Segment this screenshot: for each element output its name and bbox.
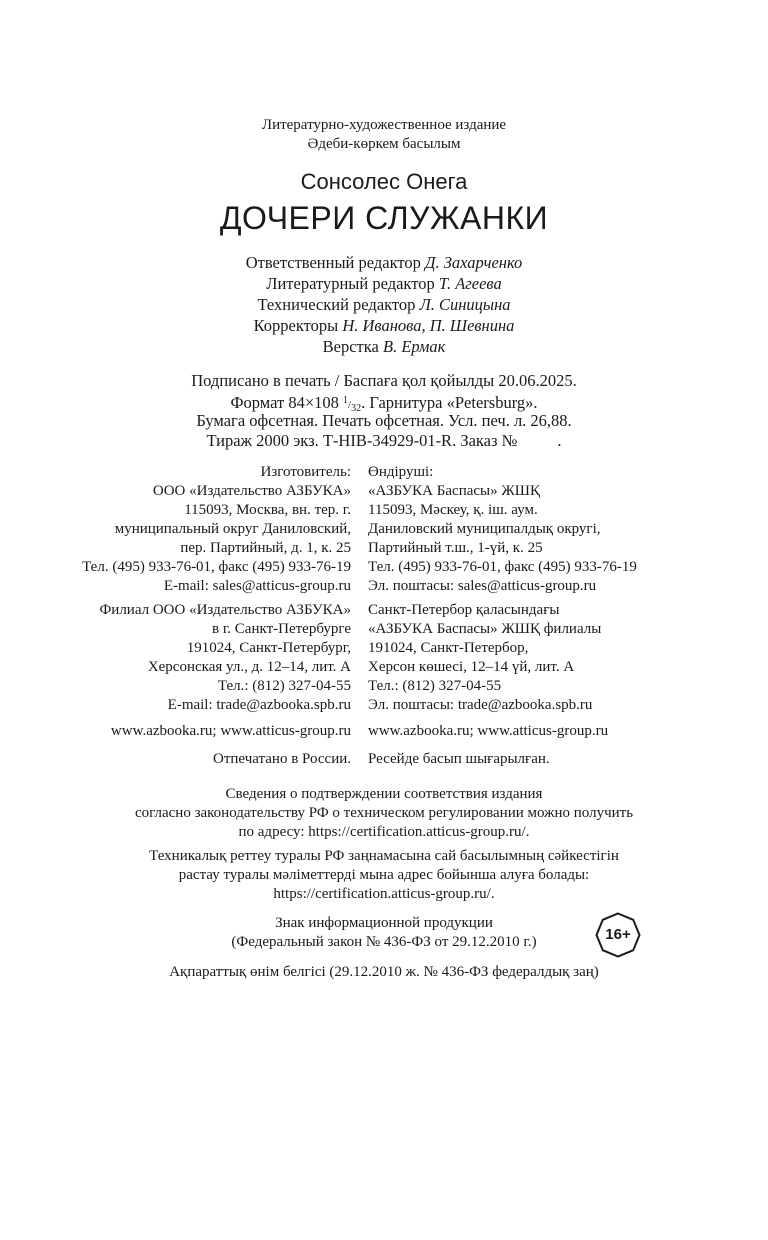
credit-line bbox=[0, 315, 768, 336]
credit-line bbox=[0, 336, 768, 357]
print-paper: Бумага офсетная. Печать офсетная. Усл. печ. л. 26,88. bbox=[196, 411, 572, 430]
print-run-text: Тираж 2000 экз. Т-НІВ-34929-01-R. Заказ № bbox=[206, 431, 518, 450]
websites-kz: www.azbooka.ru; www.atticus-group.ru bbox=[368, 723, 609, 739]
branch-line: Херсон көшесі, 12–14 үй, лит. А bbox=[368, 659, 575, 675]
manufacturer-line: Партийный т.ш., 1-үй, к. 25 bbox=[368, 540, 543, 556]
branch-line: 191024, Санкт-Петербор, bbox=[368, 640, 529, 656]
certification-line: Сведения о подтверждении соответствия издания bbox=[225, 786, 543, 802]
manufacturer-line: Тел. (495) 933-76-01, факс (495) 933-76-19 bbox=[82, 559, 351, 575]
manufacturer-line: Эл. поштасы: sales@atticus-group.ru bbox=[368, 578, 597, 594]
edition-type-kz: Әдеби-көркем басылым bbox=[307, 136, 461, 152]
branch-line: Херсонская ул., д. 12–14, лит. А bbox=[147, 659, 351, 675]
age-rating-badge bbox=[595, 912, 641, 958]
branch-line: E-mail: trade@azbooka.spb.ru bbox=[167, 697, 351, 713]
author-name: Сонсолес Онега bbox=[300, 169, 468, 194]
certification-line: Техникалық реттеу туралы РФ заңнамасына сай басылымның сәйкестігін bbox=[149, 848, 619, 864]
format-denominator: 32 bbox=[351, 403, 362, 414]
format-prefix: Формат 84×108 bbox=[230, 393, 339, 412]
manufacturer-line: 115093, Москва, вн. тер. г. bbox=[184, 502, 351, 518]
edition-type-ru: Литературно-художественное издание bbox=[261, 117, 507, 133]
format-suffix: . Гарнитура «Petersburg». bbox=[361, 393, 538, 412]
manufacturer-line: ООО «Издательство АЗБУКА» bbox=[152, 483, 351, 499]
branch-line: Эл. поштасы: trade@azbooka.spb.ru bbox=[368, 697, 593, 713]
manufacturer-line: E-mail: sales@atticus-group.ru bbox=[163, 578, 351, 594]
certification-line: https://certification.atticus-group.ru/. bbox=[273, 886, 495, 902]
credit-line bbox=[0, 294, 768, 315]
manufacturer-line: муниципальный округ Даниловский, bbox=[114, 521, 351, 537]
credit-role: Корректоры bbox=[253, 316, 339, 335]
branch-line: Тел.: (812) 327-04-55 bbox=[217, 678, 351, 694]
book-title: ДОЧЕРИ СЛУЖАНКИ bbox=[219, 200, 549, 236]
manufacturer-kz bbox=[368, 463, 637, 596]
printed-in-kz: Ресейде басып шығарылған. bbox=[368, 751, 550, 767]
manufacturer-line: «АЗБУКА Баспасы» ЖШҚ bbox=[368, 483, 540, 499]
info-sign-title: Знак информационной продукции bbox=[275, 915, 493, 931]
credit-line bbox=[0, 252, 768, 273]
branch-ru bbox=[99, 601, 351, 715]
credit-line bbox=[0, 273, 768, 294]
certification-line: растау туралы мәліметтерді мына адрес бойынша алуға болады: bbox=[178, 867, 590, 883]
info-sign-law: (Федеральный закон № 436-ФЗ от 29.12.2010 г.) bbox=[231, 934, 537, 950]
branch-line: Санкт-Петербор қаласындағы bbox=[368, 602, 560, 618]
manufacturer-line: Изготовитель: bbox=[260, 464, 351, 480]
credit-name: Н. Иванова, П. Шевнина bbox=[342, 316, 515, 335]
certification-line: по адресу: https://certification.atticus-group.ru/. bbox=[238, 824, 530, 840]
format-fraction: $^1/_{32}$ bbox=[343, 395, 362, 414]
credit-role: Технический редактор bbox=[257, 295, 416, 314]
info-sign-kz: Ақпараттық өнім белгісі (29.12.2010 ж. № 436-ФЗ федералдық заң) bbox=[169, 964, 599, 980]
printed-in-ru: Отпечатано в России. bbox=[213, 751, 351, 767]
manufacturer-line: Даниловский муниципалдық округі, bbox=[368, 521, 601, 537]
format-numerator: 1 bbox=[343, 395, 348, 406]
manufacturer-line: пер. Партийный, д. 1, к. 25 bbox=[180, 540, 351, 556]
branch-line: Тел.: (812) 327-04-55 bbox=[368, 678, 502, 694]
manufacturer-line: Өндіруші: bbox=[368, 464, 434, 480]
credit-name: Л. Синицына bbox=[419, 295, 511, 314]
branch-line: 191024, Санкт-Петербург, bbox=[186, 640, 351, 656]
branch-line: в г. Санкт-Петербурге bbox=[212, 621, 351, 637]
manufacturer-ru bbox=[82, 463, 351, 596]
age-rating-label: 16+ bbox=[605, 926, 631, 943]
credit-name: В. Ермак bbox=[382, 337, 446, 356]
branch-line: «АЗБУКА Баспасы» ЖШҚ филиалы bbox=[368, 621, 602, 637]
websites-ru: www.azbooka.ru; www.atticus-group.ru bbox=[110, 723, 351, 739]
credit-name: Д. Захарченко bbox=[425, 253, 523, 272]
print-run bbox=[0, 430, 768, 451]
manufacturer-line: 115093, Мәскеу, қ. іш. аум. bbox=[368, 502, 538, 518]
credit-role: Верстка bbox=[322, 337, 379, 356]
print-signed: Подписано в печать / Баспаға қол қойылды 20.06.2025. bbox=[191, 371, 577, 390]
credit-role: Ответственный редактор bbox=[245, 253, 421, 272]
branch-kz bbox=[368, 601, 601, 715]
manufacturer-line: Тел. (495) 933-76-01, факс (495) 933-76-19 bbox=[368, 559, 637, 575]
branch-line: Филиал ООО «Издательство АЗБУКА» bbox=[99, 602, 351, 618]
print-run-end: . bbox=[557, 431, 562, 450]
credit-role: Литературный редактор bbox=[266, 274, 435, 293]
credit-name: Т. Агеева bbox=[438, 274, 502, 293]
certification-line: согласно законодательству РФ о техническом регулировании можно получить bbox=[134, 805, 634, 821]
